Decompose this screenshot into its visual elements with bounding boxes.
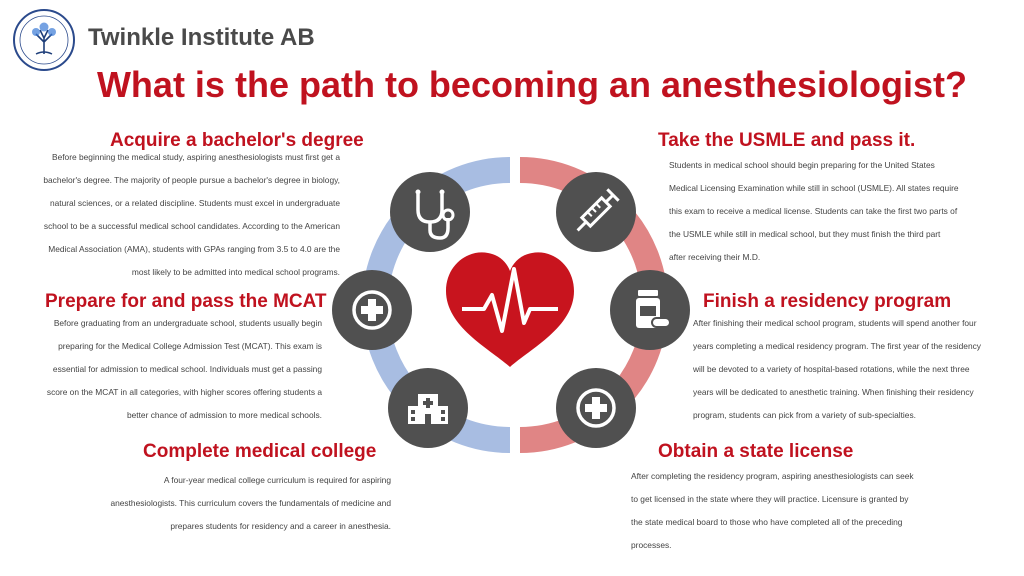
stethoscope-icon (390, 172, 470, 252)
medical-cross-icon (556, 368, 636, 448)
path-ring-diagram (320, 150, 700, 460)
institute-logo (12, 8, 76, 72)
step-title-license: Obtain a state license (658, 441, 854, 462)
step-body-bachelor: Before beginning the medical study, aspiring anesthesiologists must first get a bachelor's degree. The majority of people pursue a bachelor's degree in biology, natural sciences, or a related discipline. Students must excel in undergraduate school to be a successful medical school candidates. According to the American Medical Association (AMA), students with GPAs ranging from 3.5 to 4.0 are the most likely to be admitted into medical school programs. (43, 152, 340, 277)
page-title: What is the path to becoming an anesthesiologist? (96, 64, 968, 105)
step-title-residency: Finish a residency program (703, 291, 952, 312)
step-body-mcat: Before graduating from an undergraduate school, students usually begin preparing for the Medical College Admission Test (MCAT). This exam is essential for admission to medical school. Individuals must get a passing score on the MCAT in all categories, with higher scores offering students a better chance of admission to more medical schools. (46, 318, 322, 420)
heartbeat-heart-icon (446, 252, 574, 367)
syringe-icon (556, 172, 636, 252)
step-title-college: Complete medical college (143, 441, 377, 462)
step-body-usmle: Students in medical school should begin preparing for the United States Medical Licensing Examination while still in school (USMLE). All states require this exam to receive a medical license. Students can take the first two parts of the USMLE while still in medical school, but they must finish the third part after receiving their M.D. (669, 160, 959, 262)
org-name: Twinkle Institute AB (88, 24, 315, 51)
step-title-bachelor: Acquire a bachelor's degree (110, 130, 364, 151)
step-title-mcat: Prepare for and pass the MCAT (45, 291, 327, 312)
step-title-usmle: Take the USMLE and pass it. (658, 130, 916, 151)
step-body-license: After completing the residency program, aspiring anesthesiologists can seek to get licensed in the state where they will practice. Licensure is granted by the state medical board to those who have completed all of the preceding processes. (631, 471, 914, 550)
step-body-college: A four-year medical college curriculum is required for aspiring anesthesiologists. This curriculum covers the fundamentals of medicine and prepares students for residency and a career in anesthesia. (110, 475, 391, 531)
medical-cross-icon (332, 270, 412, 350)
hospital-icon (388, 368, 468, 448)
pill-bottle-icon (610, 270, 690, 350)
step-body-residency: After finishing their medical school program, students will spend another four years completing a medical residency program. The first year of the residency will be devoted to a variety of hospital-based rotations, while the next three years will be dedicated to anesthetic training. When finishing their residency program, students can pick from a variety of sub-specialties. (693, 318, 981, 420)
